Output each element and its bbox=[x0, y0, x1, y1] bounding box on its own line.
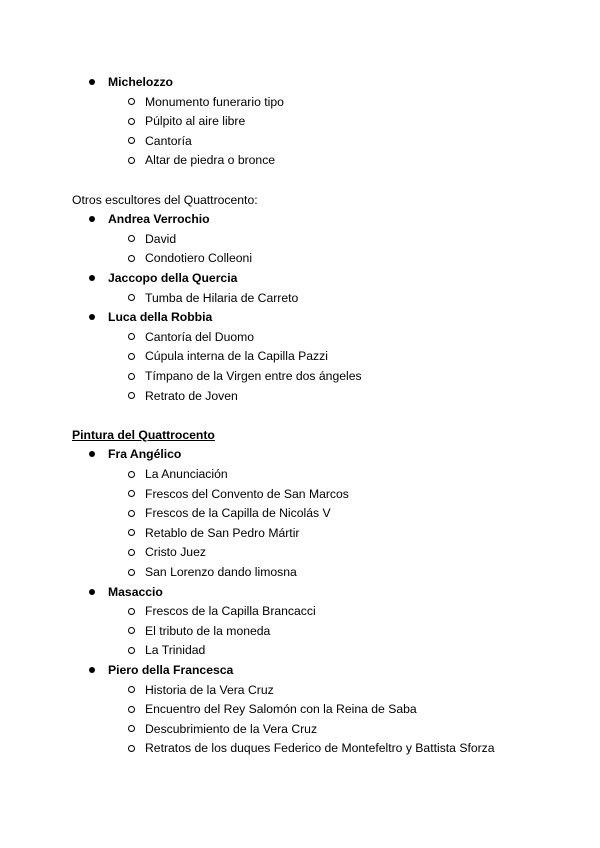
hollow-bullet-icon bbox=[128, 569, 135, 576]
work-item: Púlpito al aire libre bbox=[145, 114, 246, 129]
work-item: Cúpula interna de la Capilla Pazzi bbox=[145, 349, 328, 364]
hollow-bullet-icon bbox=[128, 294, 135, 301]
hollow-bullet-icon bbox=[128, 529, 135, 536]
hollow-bullet-icon bbox=[128, 333, 135, 340]
work-item: La Trinidad bbox=[145, 643, 206, 658]
hollow-bullet-icon bbox=[128, 686, 135, 693]
hollow-bullet-icon bbox=[128, 647, 135, 654]
hollow-bullet-icon bbox=[128, 745, 135, 752]
section-intro: Otros escultores del Quattrocento: bbox=[72, 192, 258, 207]
work-item: Cantoría del Duomo bbox=[145, 329, 255, 344]
work-item: Historia de la Vera Cruz bbox=[145, 682, 274, 697]
section-heading: Pintura del Quattrocento bbox=[72, 427, 215, 442]
work-item: Descubrimiento de la Vera Cruz bbox=[145, 721, 318, 736]
work-item: Cristo Juez bbox=[145, 545, 206, 560]
hollow-bullet-icon bbox=[128, 490, 135, 497]
filled-bullet-icon bbox=[89, 589, 95, 595]
work-item: Retratos de los duques Federico de Montefeltro y Battista Sforza bbox=[145, 741, 495, 756]
hollow-bullet-icon bbox=[128, 157, 135, 164]
work-item: La Anunciación bbox=[145, 467, 228, 481]
hollow-bullet-icon bbox=[128, 235, 135, 242]
hollow-bullet-icon bbox=[128, 608, 135, 615]
work-item: Frescos de la Capilla Brancacci bbox=[145, 604, 316, 619]
filled-bullet-icon bbox=[89, 275, 95, 281]
artist-name: Michelozzo bbox=[108, 75, 174, 89]
work-item: Retablo de San Pedro Mártir bbox=[145, 525, 300, 540]
hollow-bullet-icon bbox=[128, 549, 135, 556]
work-item: Altar de piedra o bronce bbox=[145, 153, 276, 168]
work-item: Cantoría bbox=[145, 133, 192, 148]
artist-name: Piero della Francesca bbox=[108, 663, 234, 677]
hollow-bullet-icon bbox=[128, 510, 135, 517]
filled-bullet-icon bbox=[89, 79, 95, 85]
work-item: David bbox=[145, 231, 177, 246]
work-item: Condotiero Colleoni bbox=[145, 251, 253, 266]
work-item: San Lorenzo dando limosna bbox=[145, 565, 297, 579]
filled-bullet-icon bbox=[89, 667, 95, 673]
hollow-bullet-icon bbox=[128, 706, 135, 713]
work-item: Frescos de la Capilla de Nicolás V bbox=[145, 506, 331, 521]
work-item: Monumento funerario tipo bbox=[145, 94, 284, 109]
filled-bullet-icon bbox=[89, 216, 95, 222]
filled-bullet-icon bbox=[89, 314, 95, 320]
artist-name: Andrea Verrochio bbox=[108, 212, 210, 227]
hollow-bullet-icon bbox=[128, 627, 135, 634]
work-item: Tumba de Hilaria de Carreto bbox=[145, 290, 299, 305]
hollow-bullet-icon bbox=[128, 392, 135, 399]
hollow-bullet-icon bbox=[128, 353, 135, 360]
hollow-bullet-icon bbox=[128, 118, 135, 125]
artist-name: Masaccio bbox=[108, 584, 163, 599]
artist-name: Jaccopo della Quercia bbox=[108, 271, 238, 285]
hollow-bullet-icon bbox=[128, 373, 135, 380]
hollow-bullet-icon bbox=[128, 137, 135, 144]
hollow-bullet-icon bbox=[128, 255, 135, 262]
filled-bullet-icon bbox=[89, 451, 95, 457]
artist-name: Luca della Robbia bbox=[108, 310, 213, 325]
hollow-bullet-icon bbox=[128, 98, 135, 105]
work-item: Tímpano de la Virgen entre dos ángeles bbox=[145, 369, 362, 383]
artist-name: Fra Angélico bbox=[108, 447, 182, 462]
work-item: Retrato de Joven bbox=[145, 388, 238, 403]
hollow-bullet-icon bbox=[128, 725, 135, 732]
hollow-bullet-icon bbox=[128, 471, 135, 478]
work-item: Encuentro del Rey Salomón con la Reina de Saba bbox=[145, 702, 417, 717]
work-item: El tributo de la moneda bbox=[145, 623, 271, 638]
work-item: Frescos del Convento de San Marcos bbox=[145, 486, 349, 501]
